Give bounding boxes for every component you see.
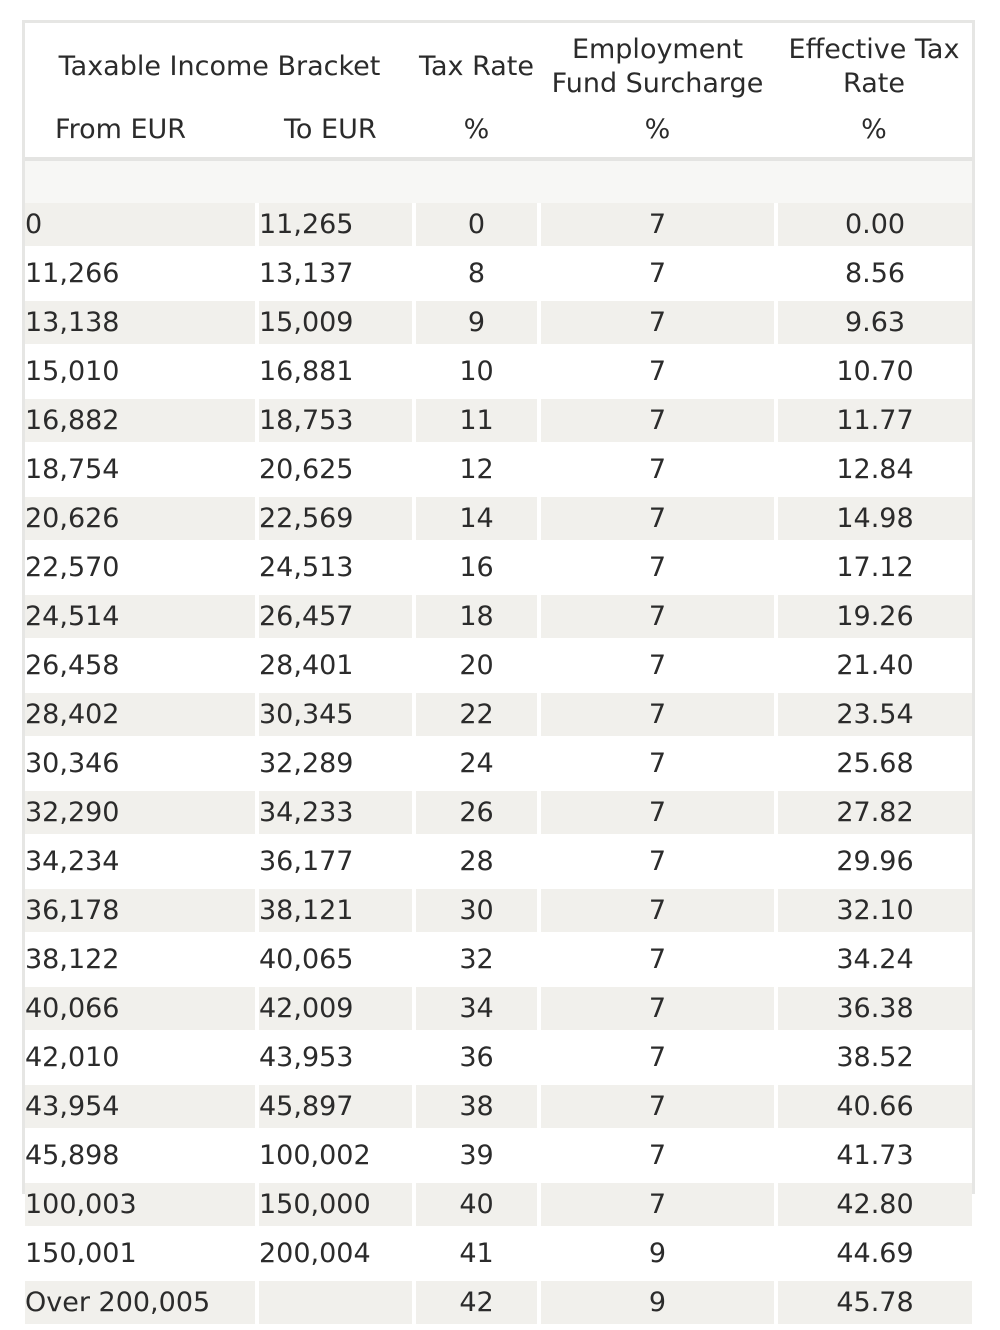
- effective-rate-cell: 34.24: [776, 935, 972, 984]
- effective-rate-cell: 9.63: [776, 298, 972, 347]
- from-cell: 40,066: [25, 984, 257, 1033]
- table-row: [25, 543, 972, 592]
- from-cell: 30,346: [25, 739, 257, 788]
- from-cell: 16,882: [25, 396, 257, 445]
- from-cell: 43,954: [25, 1082, 257, 1131]
- bracket-header: Taxable Income Bracket: [58, 51, 381, 82]
- from-cell: 150,001: [25, 1229, 257, 1278]
- tax-table-frame: [22, 20, 975, 1318]
- surcharge-cell: 7: [539, 396, 776, 445]
- table-row: [25, 203, 972, 249]
- surcharge-cell: 7: [539, 1033, 776, 1082]
- from-cell: 26,458: [25, 641, 257, 690]
- table-row: [25, 347, 972, 396]
- from-cell: Over 200,005: [25, 1278, 257, 1327]
- from-cell: 0: [25, 203, 257, 249]
- from-cell: 36,178: [25, 886, 257, 935]
- surcharge-cell: 7: [539, 1082, 776, 1131]
- tax-rate-cell: 16: [414, 543, 539, 592]
- from-cell: 15,010: [25, 347, 257, 396]
- tax-rate-cell: 9: [414, 298, 539, 347]
- tax-rate-cell: 0: [414, 203, 539, 249]
- effective-rate-cell: 45.78: [776, 1278, 972, 1327]
- effective-rate-cell: 42.80: [776, 1180, 972, 1229]
- surcharge-cell: 7: [539, 788, 776, 837]
- effective-rate-cell: 0.00: [776, 203, 972, 249]
- tax-rate-cell: 36: [414, 1033, 539, 1082]
- table-row: [25, 1180, 972, 1229]
- surcharge-cell: 7: [539, 935, 776, 984]
- tax-rate-cell: 42: [414, 1278, 539, 1327]
- surcharge-cell: 7: [539, 886, 776, 935]
- table-row: [25, 1131, 972, 1180]
- to-cell: 28,401: [257, 641, 414, 690]
- table-body: [25, 159, 972, 1327]
- to-cell: 18,753: [257, 396, 414, 445]
- surcharge-cell: 7: [539, 298, 776, 347]
- to-cell: 11,265: [257, 203, 414, 249]
- tax-rate-cell: 40: [414, 1180, 539, 1229]
- table-row: [25, 739, 972, 788]
- to-cell: 100,002: [257, 1131, 414, 1180]
- effective-rate-header: Effective Tax Rate: [788, 34, 960, 99]
- tax-rate-cell: 8: [414, 249, 539, 298]
- effective-rate-cell: 17.12: [776, 543, 972, 592]
- effective-rate-cell: 40.66: [776, 1082, 972, 1131]
- tax-rate-cell: 34: [414, 984, 539, 1033]
- table-row: [25, 1082, 972, 1131]
- effective-rate-cell: 8.56: [776, 249, 972, 298]
- effective-rate-cell: 38.52: [776, 1033, 972, 1082]
- tax-rate-cell: 26: [414, 788, 539, 837]
- to-cell: 40,065: [257, 935, 414, 984]
- surcharge-cell: 9: [539, 1229, 776, 1278]
- from-cell: 28,402: [25, 690, 257, 739]
- effective-rate-cell: 19.26: [776, 592, 972, 641]
- tax-bracket-table: [25, 23, 972, 1330]
- table-row: [25, 494, 972, 543]
- surcharge-cell: 7: [539, 543, 776, 592]
- surcharge-cell: 7: [539, 249, 776, 298]
- tax-rate-cell: 41: [414, 1229, 539, 1278]
- tax-rate-cell: 10: [414, 347, 539, 396]
- surcharge-cell: 7: [539, 641, 776, 690]
- effective-rate-cell: 23.54: [776, 690, 972, 739]
- table-row: [25, 249, 972, 298]
- from-cell: 45,898: [25, 1131, 257, 1180]
- table-row: [25, 788, 972, 837]
- surcharge-cell: 7: [539, 592, 776, 641]
- to-cell: [257, 1278, 414, 1327]
- to-cell: 24,513: [257, 543, 414, 592]
- from-cell: 34,234: [25, 837, 257, 886]
- surcharge-cell: 7: [539, 690, 776, 739]
- surcharge-cell: 7: [539, 203, 776, 249]
- effective-rate-cell: 25.68: [776, 739, 972, 788]
- tax-rate-cell: 18: [414, 592, 539, 641]
- from-cell: 100,003: [25, 1180, 257, 1229]
- tax-rate-cell: 32: [414, 935, 539, 984]
- to-cell: 22,569: [257, 494, 414, 543]
- table-row: [25, 690, 972, 739]
- from-cell: 32,290: [25, 788, 257, 837]
- table-row: [25, 1278, 972, 1327]
- surcharge-cell: 7: [539, 984, 776, 1033]
- table-row: [25, 396, 972, 445]
- from-cell: 18,754: [25, 445, 257, 494]
- from-cell: 38,122: [25, 935, 257, 984]
- tax-rate-cell: 11: [414, 396, 539, 445]
- surcharge-unit: %: [644, 114, 671, 145]
- effective-rate-cell: 14.98: [776, 494, 972, 543]
- effective-rate-cell: 12.84: [776, 445, 972, 494]
- table-row: [25, 298, 972, 347]
- to-cell: 32,289: [257, 739, 414, 788]
- effective-rate-cell: 10.70: [776, 347, 972, 396]
- surcharge-cell: 7: [539, 347, 776, 396]
- to-cell: 13,137: [257, 249, 414, 298]
- effective-rate-cell: 11.77: [776, 396, 972, 445]
- header-row: [25, 23, 972, 111]
- table-row: [25, 1033, 972, 1082]
- from-cell: 11,266: [25, 249, 257, 298]
- spacer-row: [25, 161, 972, 203]
- surcharge-cell: 7: [539, 837, 776, 886]
- tax-rate-cell: 24: [414, 739, 539, 788]
- table-row: [25, 886, 972, 935]
- table-row: [25, 592, 972, 641]
- effective-rate-unit: %: [861, 114, 887, 145]
- effective-rate-cell: 27.82: [776, 788, 972, 837]
- table-row: [25, 445, 972, 494]
- tax-rate-cell: 28: [414, 837, 539, 886]
- effective-rate-cell: 32.10: [776, 886, 972, 935]
- surcharge-cell: 7: [539, 1180, 776, 1229]
- from-cell: 24,514: [25, 592, 257, 641]
- table-row: [25, 641, 972, 690]
- surcharge-cell: 7: [539, 445, 776, 494]
- from-cell: 13,138: [25, 298, 257, 347]
- tax-rate-cell: 12: [414, 445, 539, 494]
- to-cell: 42,009: [257, 984, 414, 1033]
- to-cell: 15,009: [257, 298, 414, 347]
- effective-rate-cell: 29.96: [776, 837, 972, 886]
- from-cell: 20,626: [25, 494, 257, 543]
- to-unit-header: To EUR: [284, 114, 377, 145]
- table-row: [25, 1229, 972, 1278]
- to-cell: 43,953: [257, 1033, 414, 1082]
- to-cell: 20,625: [257, 445, 414, 494]
- tax-rate-cell: 22: [414, 690, 539, 739]
- tax-rate-cell: 14: [414, 494, 539, 543]
- to-cell: 36,177: [257, 837, 414, 886]
- table-row: [25, 984, 972, 1033]
- tax-rate-cell: 39: [414, 1131, 539, 1180]
- table-row: [25, 837, 972, 886]
- effective-rate-cell: 21.40: [776, 641, 972, 690]
- to-cell: 30,345: [257, 690, 414, 739]
- surcharge-cell: 7: [539, 1131, 776, 1180]
- tax-rate-cell: 20: [414, 641, 539, 690]
- to-cell: 26,457: [257, 592, 414, 641]
- from-unit-header: From EUR: [55, 114, 187, 145]
- surcharge-header: Employment Fund Surcharge: [551, 34, 764, 99]
- effective-rate-cell: 41.73: [776, 1131, 972, 1180]
- tax-rate-cell: 38: [414, 1082, 539, 1131]
- effective-rate-cell: 44.69: [776, 1229, 972, 1278]
- effective-rate-cell: 36.38: [776, 984, 972, 1033]
- table-row: [25, 935, 972, 984]
- to-cell: 38,121: [257, 886, 414, 935]
- surcharge-cell: 7: [539, 739, 776, 788]
- surcharge-cell: 7: [539, 494, 776, 543]
- to-cell: 16,881: [257, 347, 414, 396]
- to-cell: 200,004: [257, 1229, 414, 1278]
- surcharge-cell: 9: [539, 1278, 776, 1327]
- from-cell: 22,570: [25, 543, 257, 592]
- to-cell: 45,897: [257, 1082, 414, 1131]
- tax-rate-unit: %: [463, 114, 490, 145]
- to-cell: 34,233: [257, 788, 414, 837]
- unit-row: [25, 111, 972, 159]
- from-cell: 42,010: [25, 1033, 257, 1082]
- tax-rate-cell: 30: [414, 886, 539, 935]
- to-cell: 150,000: [257, 1180, 414, 1229]
- tax-rate-header: Tax Rate: [418, 51, 535, 82]
